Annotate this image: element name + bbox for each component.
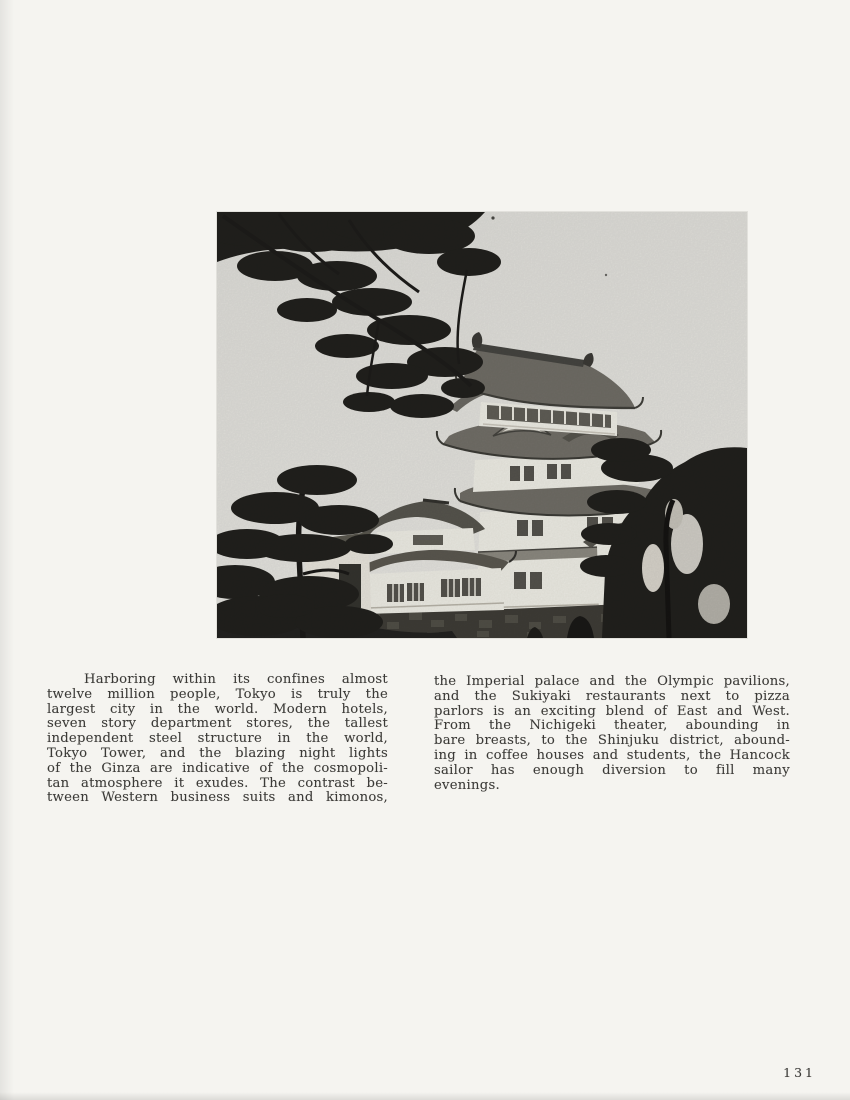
text-line: tween Western business suits and kimonos, <box>47 790 388 806</box>
text-line: independent steel structure in the world, <box>47 731 388 747</box>
text-line: ing in coffee houses and students, the Hancock <box>434 747 790 763</box>
text-line: the Imperial palace and the Olympic pavilions, <box>434 674 790 689</box>
text-line: and the Sukiyaki restaurants next to pizza <box>434 688 790 704</box>
article-column-right <box>434 675 790 793</box>
article-column-left <box>47 673 388 806</box>
photo-grain <box>217 212 747 638</box>
castle-photograph <box>217 212 747 638</box>
text-line: of the Ginza are indicative of the cosmopoli- <box>47 760 388 776</box>
text-line: From the Nichigeki theater, abounding in <box>434 718 790 734</box>
text-line: Tokyo Tower, and the blazing night lights <box>47 745 388 761</box>
text-line: evenings. <box>434 777 500 793</box>
text-line: seven story department stores, the tallest <box>47 716 388 732</box>
text-line: sailor has enough diversion to fill many <box>434 762 790 778</box>
castle-photo-art <box>217 212 747 638</box>
text-line: twelve million people, Tokyo is truly the <box>47 686 388 702</box>
text-line: tan atmosphere it exudes. The contrast be- <box>47 775 388 791</box>
text-line: bare breasts, to the Shinjuku district, abound- <box>434 733 790 749</box>
page-number: 131 <box>783 1065 816 1080</box>
text-line: parlors is an exciting blend of East and West. <box>434 703 790 719</box>
text-line: largest city in the world. Modern hotels, <box>47 701 388 717</box>
text-line: Harboring within its confines almost <box>84 672 388 687</box>
